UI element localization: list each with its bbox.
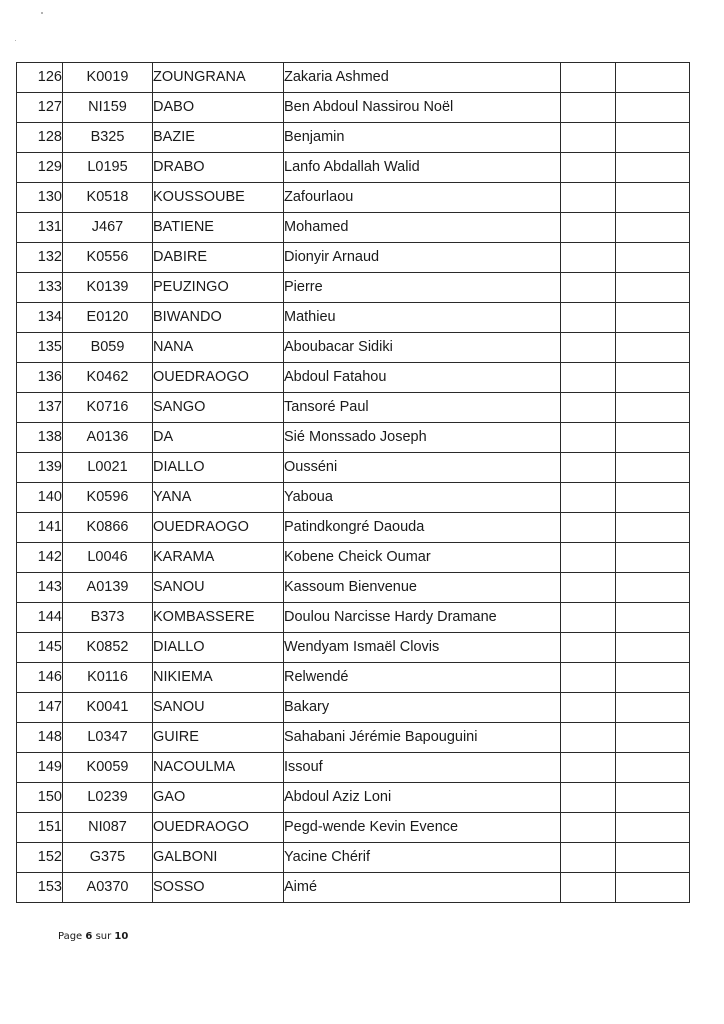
- empty-cell: [561, 333, 616, 363]
- empty-cell: [561, 513, 616, 543]
- empty-cell: [561, 153, 616, 183]
- row-number-cell: 130: [17, 183, 63, 213]
- last-name-cell: DABIRE: [153, 243, 284, 273]
- empty-cell: [561, 723, 616, 753]
- empty-cell: [561, 753, 616, 783]
- last-name-cell: SOSSO: [153, 873, 284, 903]
- row-number-cell: 140: [17, 483, 63, 513]
- roster-table: [16, 62, 690, 903]
- empty-cell: [616, 483, 690, 513]
- row-number-cell: 147: [17, 693, 63, 723]
- last-name-cell: KOUSSOUBE: [153, 183, 284, 213]
- code-cell: B325: [63, 123, 153, 153]
- table-row: [17, 93, 690, 123]
- last-name-cell: NIKIEMA: [153, 663, 284, 693]
- empty-cell: [561, 303, 616, 333]
- table-row: [17, 633, 690, 663]
- code-cell: NI159: [63, 93, 153, 123]
- last-name-cell: BATIENE: [153, 213, 284, 243]
- last-name-cell: OUEDRAOGO: [153, 813, 284, 843]
- last-name-cell: DIALLO: [153, 453, 284, 483]
- row-number-cell: 132: [17, 243, 63, 273]
- first-name-cell: Lanfo Abdallah Walid: [284, 153, 561, 183]
- row-number-cell: 131: [17, 213, 63, 243]
- table-row: [17, 303, 690, 333]
- empty-cell: [616, 213, 690, 243]
- row-number-cell: 148: [17, 723, 63, 753]
- empty-cell: [561, 873, 616, 903]
- first-name-cell: Ousséni: [284, 453, 561, 483]
- empty-cell: [616, 183, 690, 213]
- empty-cell: [561, 123, 616, 153]
- empty-cell: [616, 93, 690, 123]
- row-number-cell: 149: [17, 753, 63, 783]
- first-name-cell: Sié Monssado Joseph: [284, 423, 561, 453]
- last-name-cell: OUEDRAOGO: [153, 363, 284, 393]
- empty-cell: [561, 183, 616, 213]
- first-name-cell: Yaboua: [284, 483, 561, 513]
- empty-cell: [616, 603, 690, 633]
- code-cell: A0139: [63, 573, 153, 603]
- empty-cell: [616, 693, 690, 723]
- first-name-cell: Mathieu: [284, 303, 561, 333]
- row-number-cell: 135: [17, 333, 63, 363]
- table-row: [17, 333, 690, 363]
- empty-cell: [561, 453, 616, 483]
- empty-cell: [616, 363, 690, 393]
- empty-cell: [616, 423, 690, 453]
- table-row: [17, 393, 690, 423]
- first-name-cell: Tansoré Paul: [284, 393, 561, 423]
- code-cell: K0866: [63, 513, 153, 543]
- code-cell: L0046: [63, 543, 153, 573]
- code-cell: L0239: [63, 783, 153, 813]
- empty-cell: [561, 273, 616, 303]
- table-row: [17, 153, 690, 183]
- row-number-cell: 138: [17, 423, 63, 453]
- empty-cell: [616, 513, 690, 543]
- first-name-cell: Wendyam Ismaël Clovis: [284, 633, 561, 663]
- row-number-cell: 146: [17, 663, 63, 693]
- code-cell: K0041: [63, 693, 153, 723]
- last-name-cell: KARAMA: [153, 543, 284, 573]
- row-number-cell: 133: [17, 273, 63, 303]
- row-number-cell: 144: [17, 603, 63, 633]
- row-number-cell: 128: [17, 123, 63, 153]
- first-name-cell: Sahabani Jérémie Bapouguini: [284, 723, 561, 753]
- code-cell: L0195: [63, 153, 153, 183]
- code-cell: L0021: [63, 453, 153, 483]
- empty-cell: [561, 393, 616, 423]
- empty-cell: [616, 663, 690, 693]
- empty-cell: [561, 483, 616, 513]
- first-name-cell: Aboubacar Sidiki: [284, 333, 561, 363]
- table-row: [17, 873, 690, 903]
- table-row: [17, 273, 690, 303]
- code-cell: A0370: [63, 873, 153, 903]
- empty-cell: [616, 843, 690, 873]
- code-cell: A0136: [63, 423, 153, 453]
- row-number-cell: 153: [17, 873, 63, 903]
- code-cell: K0852: [63, 633, 153, 663]
- row-number-cell: 136: [17, 363, 63, 393]
- first-name-cell: Relwendé: [284, 663, 561, 693]
- code-cell: B059: [63, 333, 153, 363]
- last-name-cell: NACOULMA: [153, 753, 284, 783]
- last-name-cell: DABO: [153, 93, 284, 123]
- last-name-cell: PEUZINGO: [153, 273, 284, 303]
- empty-cell: [561, 813, 616, 843]
- last-name-cell: GUIRE: [153, 723, 284, 753]
- code-cell: K0116: [63, 663, 153, 693]
- empty-cell: [616, 63, 690, 93]
- first-name-cell: Doulou Narcisse Hardy Dramane: [284, 603, 561, 633]
- table-row: [17, 603, 690, 633]
- code-cell: E0120: [63, 303, 153, 333]
- row-number-cell: 145: [17, 633, 63, 663]
- page-total: 10: [114, 931, 129, 942]
- code-cell: K0556: [63, 243, 153, 273]
- table-row: [17, 513, 690, 543]
- scan-speck: [41, 12, 43, 14]
- table-row: [17, 723, 690, 753]
- last-name-cell: DRABO: [153, 153, 284, 183]
- code-cell: NI087: [63, 813, 153, 843]
- table-row: [17, 243, 690, 273]
- last-name-cell: SANOU: [153, 693, 284, 723]
- page-sep: sur: [95, 931, 112, 942]
- table-row: [17, 543, 690, 573]
- row-number-cell: 137: [17, 393, 63, 423]
- table-row: [17, 813, 690, 843]
- empty-cell: [561, 213, 616, 243]
- last-name-cell: SANOU: [153, 573, 284, 603]
- last-name-cell: KOMBASSERE: [153, 603, 284, 633]
- code-cell: B373: [63, 603, 153, 633]
- empty-cell: [616, 303, 690, 333]
- empty-cell: [561, 783, 616, 813]
- row-number-cell: 139: [17, 453, 63, 483]
- last-name-cell: SANGO: [153, 393, 284, 423]
- last-name-cell: BIWANDO: [153, 303, 284, 333]
- last-name-cell: OUEDRAOGO: [153, 513, 284, 543]
- empty-cell: [616, 573, 690, 603]
- first-name-cell: Mohamed: [284, 213, 561, 243]
- empty-cell: [616, 633, 690, 663]
- empty-cell: [561, 573, 616, 603]
- first-name-cell: Zakaria Ashmed: [284, 63, 561, 93]
- empty-cell: [616, 543, 690, 573]
- empty-cell: [561, 93, 616, 123]
- table-row: [17, 663, 690, 693]
- table-row: [17, 753, 690, 783]
- first-name-cell: Abdoul Aziz Loni: [284, 783, 561, 813]
- empty-cell: [561, 63, 616, 93]
- table-row: [17, 483, 690, 513]
- code-cell: K0716: [63, 393, 153, 423]
- table-row: [17, 63, 690, 93]
- empty-cell: [561, 423, 616, 453]
- empty-cell: [616, 753, 690, 783]
- code-cell: J467: [63, 213, 153, 243]
- table-row: [17, 693, 690, 723]
- last-name-cell: NANA: [153, 333, 284, 363]
- first-name-cell: Dionyir Arnaud: [284, 243, 561, 273]
- row-number-cell: 152: [17, 843, 63, 873]
- table-row: [17, 453, 690, 483]
- row-number-cell: 151: [17, 813, 63, 843]
- last-name-cell: YANA: [153, 483, 284, 513]
- row-number-cell: 141: [17, 513, 63, 543]
- first-name-cell: Yacine Chérif: [284, 843, 561, 873]
- empty-cell: [561, 363, 616, 393]
- table-row: [17, 843, 690, 873]
- last-name-cell: GAO: [153, 783, 284, 813]
- page-word: Page: [58, 931, 83, 942]
- code-cell: K0462: [63, 363, 153, 393]
- empty-cell: [616, 393, 690, 423]
- last-name-cell: DIALLO: [153, 633, 284, 663]
- table-row: [17, 363, 690, 393]
- table-row: [17, 783, 690, 813]
- row-number-cell: 129: [17, 153, 63, 183]
- empty-cell: [561, 633, 616, 663]
- last-name-cell: DA: [153, 423, 284, 453]
- empty-cell: [616, 273, 690, 303]
- empty-cell: [616, 243, 690, 273]
- scan-speck: [15, 40, 16, 41]
- empty-cell: [561, 243, 616, 273]
- page-footer: [58, 931, 128, 942]
- row-number-cell: 126: [17, 63, 63, 93]
- row-number-cell: 142: [17, 543, 63, 573]
- code-cell: K0019: [63, 63, 153, 93]
- code-cell: L0347: [63, 723, 153, 753]
- empty-cell: [561, 693, 616, 723]
- empty-cell: [561, 543, 616, 573]
- row-number-cell: 143: [17, 573, 63, 603]
- row-number-cell: 150: [17, 783, 63, 813]
- code-cell: K0596: [63, 483, 153, 513]
- code-cell: K0139: [63, 273, 153, 303]
- first-name-cell: Patindkongré Daouda: [284, 513, 561, 543]
- empty-cell: [616, 813, 690, 843]
- first-name-cell: Aimé: [284, 873, 561, 903]
- empty-cell: [616, 723, 690, 753]
- table-row: [17, 423, 690, 453]
- empty-cell: [561, 843, 616, 873]
- empty-cell: [616, 783, 690, 813]
- first-name-cell: Pierre: [284, 273, 561, 303]
- empty-cell: [616, 153, 690, 183]
- last-name-cell: ZOUNGRANA: [153, 63, 284, 93]
- first-name-cell: Ben Abdoul Nassirou Noël: [284, 93, 561, 123]
- empty-cell: [616, 873, 690, 903]
- row-number-cell: 134: [17, 303, 63, 333]
- page-current: 6: [85, 931, 93, 942]
- table-row: [17, 213, 690, 243]
- empty-cell: [616, 123, 690, 153]
- table-row: [17, 573, 690, 603]
- code-cell: G375: [63, 843, 153, 873]
- first-name-cell: Zafourlaou: [284, 183, 561, 213]
- table-row: [17, 183, 690, 213]
- empty-cell: [616, 453, 690, 483]
- first-name-cell: Kassoum Bienvenue: [284, 573, 561, 603]
- row-number-cell: 127: [17, 93, 63, 123]
- first-name-cell: Kobene Cheick Oumar: [284, 543, 561, 573]
- last-name-cell: BAZIE: [153, 123, 284, 153]
- first-name-cell: Abdoul Fatahou: [284, 363, 561, 393]
- table-row: [17, 123, 690, 153]
- empty-cell: [561, 663, 616, 693]
- code-cell: K0059: [63, 753, 153, 783]
- first-name-cell: Issouf: [284, 753, 561, 783]
- empty-cell: [616, 333, 690, 363]
- first-name-cell: Pegd-wende Kevin Evence: [284, 813, 561, 843]
- first-name-cell: Bakary: [284, 693, 561, 723]
- empty-cell: [561, 603, 616, 633]
- first-name-cell: Benjamin: [284, 123, 561, 153]
- code-cell: K0518: [63, 183, 153, 213]
- roster-table-body: [17, 63, 690, 903]
- last-name-cell: GALBONI: [153, 843, 284, 873]
